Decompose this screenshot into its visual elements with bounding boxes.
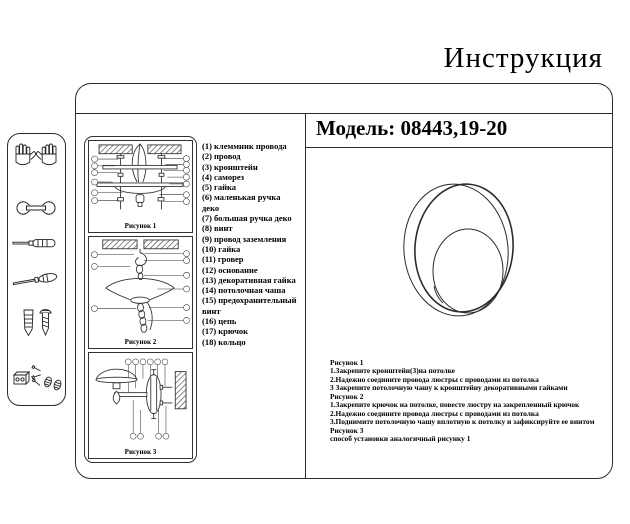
instruction-line: 1.Закрепите крючок на потолке, повесте люстру на закрепленный крючок xyxy=(330,400,580,410)
instruction-line: 2.Надежно соедините провода люстры с проводами из потолка xyxy=(330,374,539,384)
top-divider xyxy=(75,113,613,114)
gloves-icon xyxy=(16,144,56,165)
part-item: (18) кольцо xyxy=(202,336,246,347)
part-item: (16) цепь xyxy=(202,316,237,327)
instruction-line: способ установки аналогичный рисунку 1 xyxy=(330,434,471,444)
instruction-line: 3.Поднимите потолочную чашу вплотную к потолку и зафиксируйте ее винтом xyxy=(330,417,595,427)
lamp-illustration xyxy=(388,168,538,333)
part-item: (1) клеммник провода xyxy=(202,141,287,151)
figure-2-caption: Рисунок 2 xyxy=(124,338,157,346)
figure-1-diagram xyxy=(89,141,192,223)
part-item: (17) крючок xyxy=(202,326,249,337)
model-underline xyxy=(305,147,613,148)
part-item: (9) провод заземления xyxy=(202,233,287,244)
instruction-heading: Рисунок 3 xyxy=(330,425,364,435)
instruction-heading: Рисунок 1 xyxy=(330,358,364,367)
part-item: (4) саморез xyxy=(202,171,245,182)
vertical-divider xyxy=(305,113,306,479)
awl-icon xyxy=(13,272,58,288)
figure-1-box xyxy=(88,140,193,233)
part-item: (7) большая ручка деко xyxy=(202,213,292,224)
part-item: (5) гайка xyxy=(202,182,237,193)
part-item: (2) провод xyxy=(202,151,241,162)
figure-2-box xyxy=(88,236,193,349)
figure-2-diagram xyxy=(89,237,192,337)
instruction-line: 1.Закрепите кронштейн(3)на потолке xyxy=(330,366,455,376)
tools-sidebar xyxy=(7,133,66,406)
figure-3-diagram xyxy=(89,353,192,447)
anchor-screw-icon xyxy=(24,310,51,336)
page-title: Инструкция xyxy=(443,42,603,74)
figure-1-caption: Рисунок 1 xyxy=(124,222,157,230)
parts-list xyxy=(202,141,299,347)
part-item: (6) маленькая ручка деко xyxy=(202,192,281,213)
wrench-icon xyxy=(17,202,55,214)
model-label: Модель: 08443,19-20 xyxy=(316,116,508,140)
part-item: (8) винт xyxy=(202,223,233,234)
figure-3-box xyxy=(88,352,193,459)
part-item: (12) основание xyxy=(202,264,258,275)
assembly-instructions xyxy=(330,359,612,444)
figure-3-caption: Рисунок 3 xyxy=(124,448,157,456)
tools-icons xyxy=(10,138,64,400)
instruction-heading: Рисунок 2 xyxy=(330,391,364,401)
part-item: (13) декоративная гайка xyxy=(202,274,296,285)
part-item: (14) потолочная чаша xyxy=(202,285,286,296)
instruction-line: 2.Надежно соедините провода люстры с проводами из потолка xyxy=(330,408,539,418)
part-item: (10) гайка xyxy=(202,243,241,254)
part-item: (15) предохранительный винт xyxy=(202,295,297,316)
part-item: (11) гровер xyxy=(202,254,244,265)
screwdriver-icon xyxy=(13,240,55,247)
part-item: (3) кронштейн xyxy=(202,161,258,172)
instruction-line: 3 Закрепите потолочную чашу к кронштейну декоративными гайками xyxy=(330,383,568,393)
hardware-parts-icon xyxy=(14,366,62,391)
